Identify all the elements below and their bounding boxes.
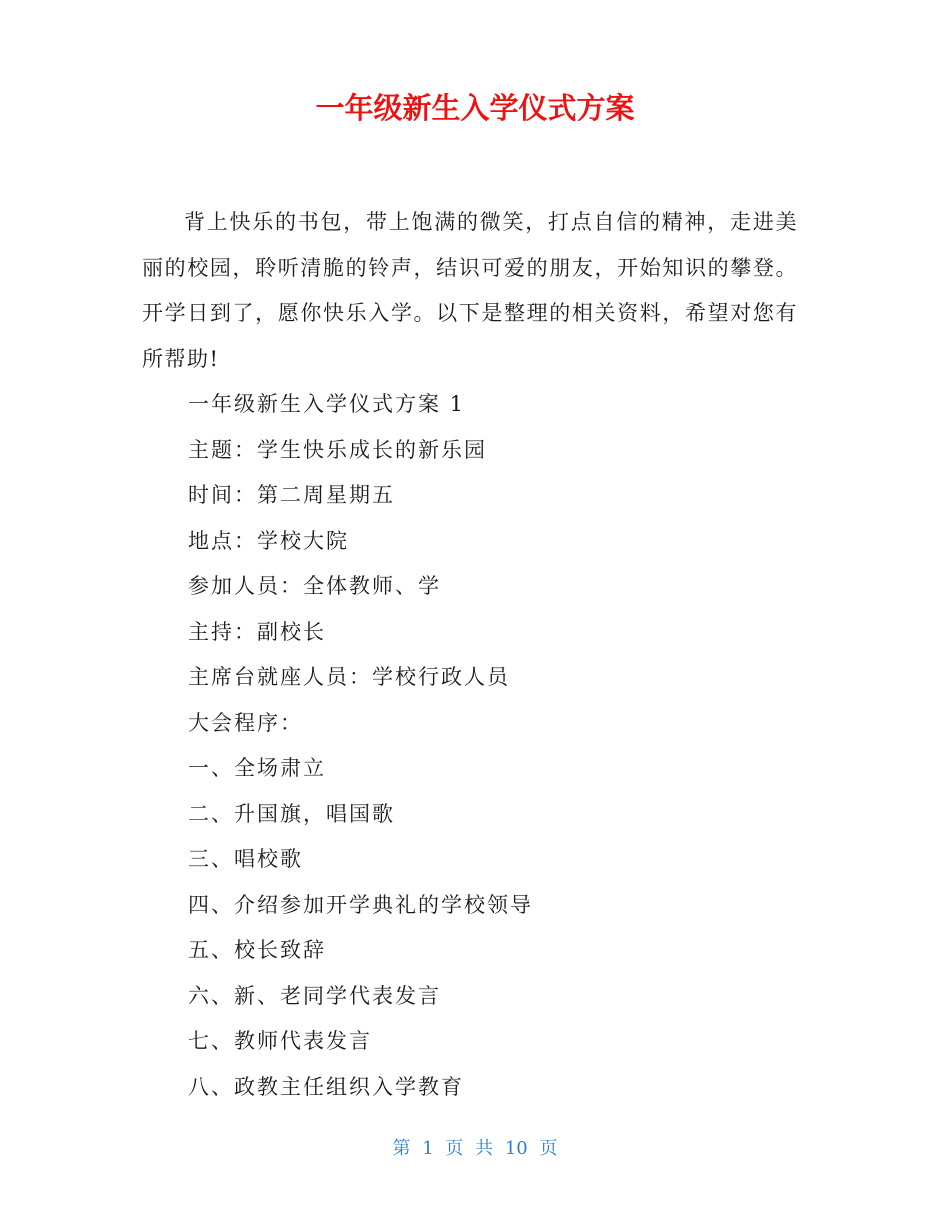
location-line: 地点：学校大院 xyxy=(188,528,349,553)
agenda-item: 一、全场肃立 xyxy=(188,756,326,780)
time-line: 时间：第二周星期五 xyxy=(188,483,395,507)
podium-line: 主席台就座人员：学校行政人员 xyxy=(188,665,510,689)
agenda-item: 四、介绍参加开学典礼的学校领导 xyxy=(188,892,533,917)
agenda-item: 三、唱校歌 xyxy=(188,847,303,871)
agenda-item: 七、教师代表发言 xyxy=(188,1029,372,1053)
agenda-item: 二、升国旗，唱国歌 xyxy=(188,801,395,826)
page-number: 第 1 页 共 10 页 xyxy=(392,1138,558,1159)
participants-line: 参加人员：全体教师、学 xyxy=(188,574,441,598)
plan-heading: 一年级新生入学仪式方案 1 xyxy=(188,392,466,416)
agenda-item: 六、新、老同学代表发言 xyxy=(188,983,441,1008)
document-body xyxy=(142,200,798,1110)
intro-paragraph: 背上快乐的书包，带上饱满的微笑，打点自信的精神，走进美丽的校园，聆听清脆的铃声，结识可爱的朋友，开始知识的攀登。开学日到了，愿你快乐入学。以下是整理的相关资料，希望对您有所帮助! xyxy=(142,210,798,371)
host-line: 主持：副校长 xyxy=(188,619,326,644)
document-title: 一年级新生入学仪式方案 xyxy=(315,91,635,125)
agenda-item: 八、政教主任组织入学教育 xyxy=(188,1074,464,1099)
agenda-item: 五、校长致辞 xyxy=(188,938,326,962)
agenda-heading: 大会程序： xyxy=(188,710,303,735)
theme-line: 主题：学生快乐成长的新乐园 xyxy=(188,437,487,462)
